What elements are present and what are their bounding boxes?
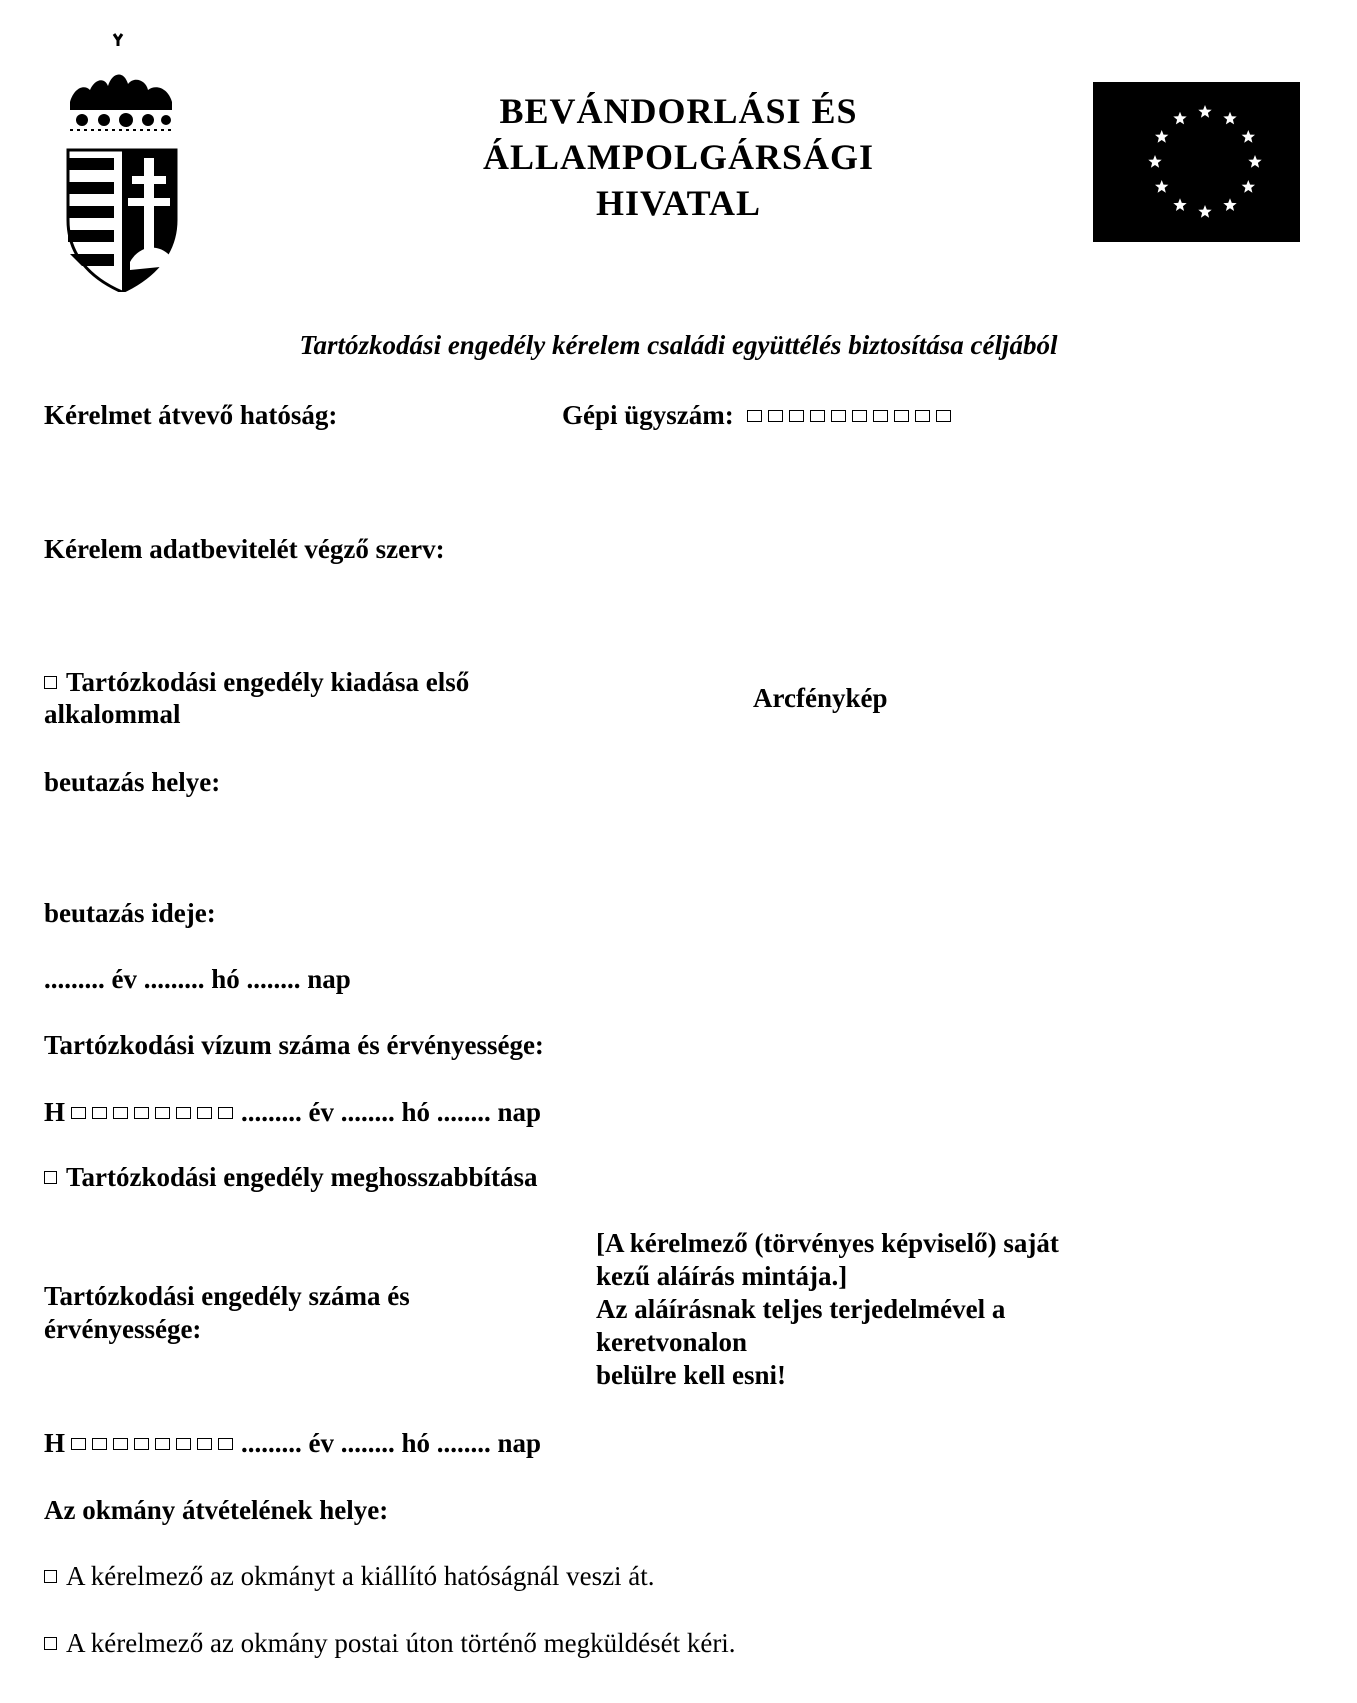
form-subtitle: Tartózkodási engedély kérelem családi együttélés biztosítása céljából [299,330,1058,360]
permit-number-field [44,1427,541,1460]
pickup-option-2-label: A kérelmező az okmány postai úton történő megküldését kéri. [66,1628,736,1658]
visa-h-prefix: H [44,1097,66,1127]
permit-h-prefix: H [44,1428,66,1458]
first-issue-option [44,666,469,699]
entry-date-label: beutazás ideje: [44,898,216,928]
signature-line-5: belülre kell esni! [596,1360,787,1390]
visa-number-field [44,1096,541,1129]
first-issue-label: Tartózkodási engedély kiadása első [66,667,470,697]
agency-name-line-1: BEVÁNDORLÁSI ÉS [499,91,858,131]
permit-date-line[interactable]: ......... év ........ hó ........ nap [241,1428,542,1458]
extension-label: Tartózkodási engedély meghosszabbítása [66,1162,538,1192]
case-number-boxes[interactable] [747,410,951,422]
pickup-option-1-checkbox[interactable] [44,1570,57,1583]
pickup-label: Az okmány átvételének helye: [44,1495,389,1525]
signature-instructions [596,1227,1059,1392]
first-issue-checkbox[interactable] [44,676,57,689]
photo-label: Arcfénykép [753,683,888,713]
entry-date-line[interactable]: ......... év ......... hó ........ nap [44,964,351,994]
visa-date-line[interactable]: ......... év ........ hó ........ nap [241,1097,542,1127]
pickup-option-2-checkbox[interactable] [44,1637,57,1650]
permit-label-2: érvényessége: [44,1314,202,1344]
pickup-option-1 [44,1560,655,1593]
extension-option [44,1161,538,1194]
permit-label-1: Tartózkodási engedély száma és [44,1281,410,1311]
first-issue-label-2: alkalommal [44,699,181,729]
data-entry-org-label: Kérelem adatbevitelét végző szerv: [44,534,445,564]
agency-name-line-3: HIVATAL [595,183,762,223]
eu-flag-icon [1093,82,1300,242]
case-number-label: Gépi ügyszám: [562,400,734,430]
signature-line-3: Az aláírásnak teljes terjedelmével a [596,1294,1006,1324]
signature-line-1: [A kérelmező (törvényes képviselő) saját [596,1228,1059,1258]
entry-place-label: beutazás helye: [44,767,221,797]
case-number-field [562,399,959,432]
agency-name-line-2: ÁLLAMPOLGÁRSÁGI [482,137,875,177]
receiving-authority-label: Kérelmet átvevő hatóság: [44,400,338,430]
visa-label: Tartózkodási vízum száma és érvényessége: [44,1030,544,1060]
extension-checkbox[interactable] [44,1171,57,1184]
signature-line-2: kezű aláírás mintája.] [596,1261,848,1291]
visa-number-boxes[interactable] [71,1107,233,1119]
signature-line-4: keretvonalon [596,1327,748,1357]
pickup-option-2 [44,1627,736,1660]
pickup-option-1-label: A kérelmező az okmányt a kiállító hatóságnál veszi át. [66,1561,655,1591]
permit-number-boxes[interactable] [71,1438,233,1450]
